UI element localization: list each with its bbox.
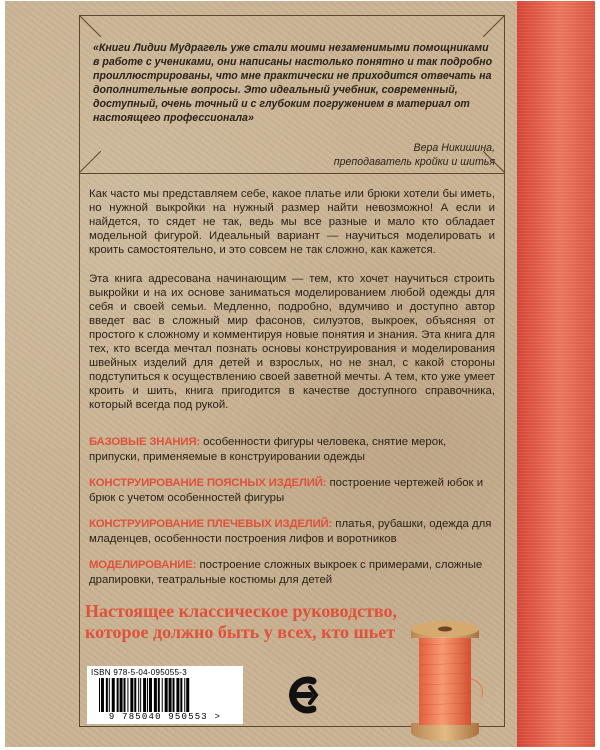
barcode-bar bbox=[149, 678, 152, 712]
barcode-bar bbox=[106, 678, 108, 712]
cover-spine-edge bbox=[517, 1, 595, 747]
description-paragraph-2: Эта книга адресована начинающим — тем, кто хочет научиться строить выкройки и на их основе заниматься моделированием любой одежды для себя и своей семьи. Медленно, подробно, вдумчиво и доступно автор введет вас в сложный мир фасонов, силуэтов, выкроек, объясняя от простого к сложному и комментируя новые понятия и знания. Эта книга для тех, кто всегда мечтал познать основы конструирования и моделирования швейных изделий для детей и взрослых, но не знал, с какой стороны подступиться к осуществлению своей заветной мечты. А тем, кто уже умеет кроить и шить, книга пригодится в качестве доступного справочника, который всегда под рукой. bbox=[89, 273, 495, 411]
barcode-bar bbox=[138, 678, 139, 712]
description-paragraph-1: Как часто мы представляем себе, какое платье или брюки хотели бы иметь, но нужной выкройки на нужный размер найти невозможно! А если и найдется, то сядет не так, ведь мы все разные и мало кто обладает модельной фигурой. Идеальный вариант — научиться моделировать и кроить самостоятельно, и это совсем не так сложно, как кажется. bbox=[89, 188, 495, 256]
topic-description: особенности фигуры человека, снятие мерок, припуски, применяемые в конструировании одежды bbox=[89, 436, 447, 463]
thread-spool-icon bbox=[400, 619, 490, 744]
topic-description: построение чертежей юбок и брюк с учетом особенностей фигуры bbox=[89, 477, 484, 504]
barcode bbox=[87, 666, 243, 724]
barcode-bar bbox=[101, 678, 104, 712]
barcode-bar bbox=[140, 678, 141, 712]
barcode-bar bbox=[158, 678, 160, 712]
quote-author bbox=[255, 141, 495, 169]
topic-keyword: МОДЕЛИРОВАНИЕ: bbox=[89, 559, 197, 571]
book-back-cover bbox=[5, 1, 595, 747]
barcode-bar bbox=[124, 678, 126, 712]
topic-item-modeling bbox=[89, 558, 499, 588]
quote-author-role: преподаватель кройки и шитья bbox=[333, 156, 495, 168]
barcode-bar bbox=[162, 678, 163, 712]
barcode-bar bbox=[165, 678, 168, 712]
barcode-bar bbox=[143, 678, 146, 712]
frame-corner-ornament-icon bbox=[79, 15, 101, 37]
topic-item-shoulder-garments bbox=[89, 517, 499, 547]
barcode-bar bbox=[184, 678, 185, 712]
topic-keyword: БАЗОВЫЕ ЗНАНИЯ: bbox=[89, 436, 200, 448]
review-quote: «Книги Лидии Мудрагель уже стали моими незаменимыми помощниками в работе с учениками, они написаны настолько понятно и так подробно проиллюстрированы, что мне практически не приходится отвечать на дополнительные вопросы. Это идеальный учебник, современный, доступный, очень точный и с глубоким погружением в материал от настоящего профессионала» bbox=[93, 42, 493, 124]
barcode-bar bbox=[147, 678, 148, 712]
eksmo-logo-icon bbox=[283, 673, 323, 717]
barcode-bar bbox=[176, 678, 179, 712]
barcode-bar bbox=[134, 678, 136, 712]
barcode-bar bbox=[180, 678, 182, 712]
frame-corner-ornament-icon bbox=[79, 151, 101, 173]
slogan-line-2: которое должно быть у всех, кто шьет bbox=[85, 622, 396, 642]
topic-item-waist-garments bbox=[89, 476, 499, 506]
topic-description: построение сложных выкроек с примерами, сложные драпировки, театральные костюмы для детей bbox=[89, 559, 483, 586]
barcode-bars bbox=[97, 678, 233, 712]
isbn-label: ISBN 978-5-04-095055-3 bbox=[91, 668, 187, 677]
barcode-bar bbox=[109, 678, 110, 712]
frame-corner-ornament-icon bbox=[483, 15, 505, 37]
topic-keyword: КОНСТРУИРОВАНИЕ ПЛЕЧЕВЫХ ИЗДЕЛИЙ: bbox=[89, 518, 333, 530]
frame-top-line bbox=[79, 15, 505, 16]
barcode-bar bbox=[169, 678, 172, 712]
quote-divider-line bbox=[79, 173, 505, 174]
barcode-bar bbox=[127, 678, 128, 712]
barcode-bar bbox=[130, 678, 133, 712]
topic-item-basics bbox=[89, 435, 499, 465]
frame-left-line bbox=[79, 15, 80, 727]
topic-description: платья, рубашки, одежда для младенцев, особенности построения лифов и воротников bbox=[89, 518, 492, 545]
barcode-bar bbox=[120, 678, 123, 712]
barcode-bar bbox=[154, 678, 157, 712]
barcode-bar bbox=[99, 678, 100, 712]
slogan-line-1: Настоящее классическое руководство, bbox=[85, 601, 398, 621]
barcode-bar bbox=[173, 678, 175, 712]
barcode-digits: 9 785040 950553 > bbox=[108, 712, 222, 722]
barcode-bar bbox=[112, 678, 115, 712]
barcode-bar bbox=[186, 678, 189, 712]
quote-author-name: Вера Никишина, bbox=[413, 142, 495, 154]
topic-keyword: КОНСТРУИРОВАНИЕ ПОЯСНЫХ ИЗДЕЛИЙ: bbox=[89, 477, 327, 489]
barcode-bar bbox=[117, 678, 119, 712]
